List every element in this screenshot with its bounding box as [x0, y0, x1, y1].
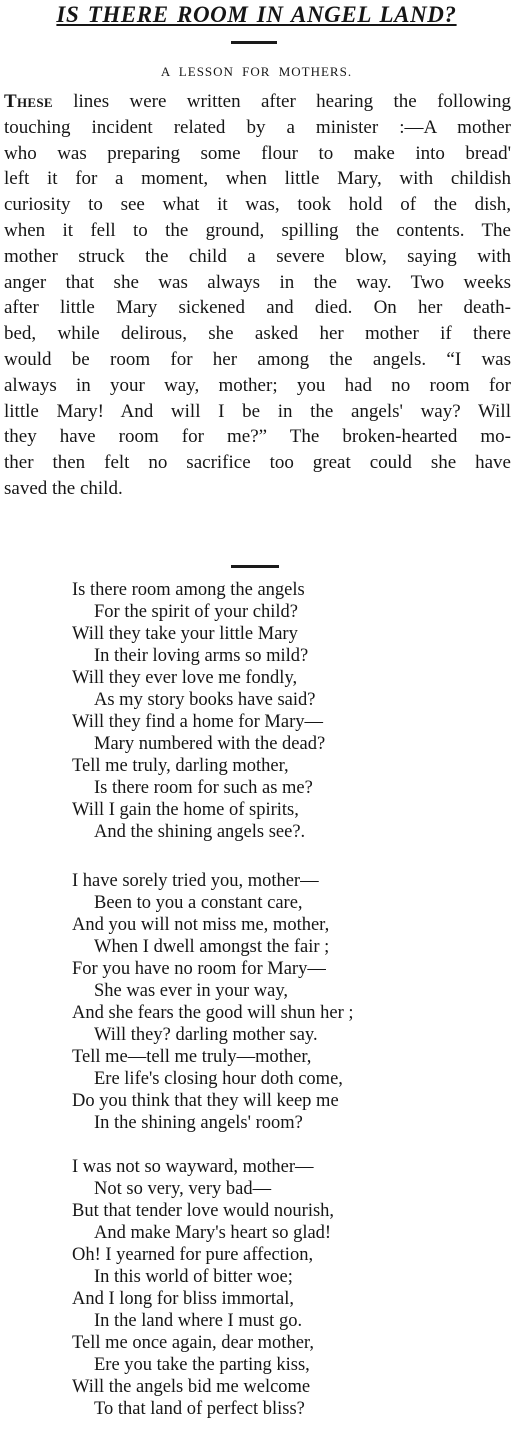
- verse-line: As my story books have said?: [94, 690, 316, 710]
- intro-paragraph: [4, 89, 511, 502]
- verse-line: And make Mary's heart so glad!: [94, 1223, 332, 1243]
- verse-line: I was not so wayward, mother—: [72, 1157, 314, 1177]
- verse-line: In this world of bitter woe;: [94, 1267, 293, 1287]
- verse-line: Not so very, very bad—: [94, 1179, 272, 1199]
- intro-line: who was preparing some flour to make into bread': [4, 142, 511, 164]
- intro-line: after little Mary sickened and died. On her death-: [4, 297, 511, 319]
- verse-line: And you will not miss me, mother,: [72, 915, 330, 935]
- intro-line: always in your way, mother; you had no room for: [4, 374, 511, 396]
- title-rule: [231, 41, 277, 44]
- intro-line: saved the child.: [4, 477, 123, 499]
- verse-line: Will I gain the home of spirits,: [72, 800, 299, 820]
- verse-line: I have sorely tried you, mother—: [72, 871, 319, 891]
- intro-line: they have room for me?” The broken-hearted mo-: [4, 426, 511, 448]
- intro-line: bed, while delirous, she asked her mother if there: [4, 323, 511, 345]
- verse-line: For you have no room for Mary—: [72, 959, 326, 979]
- intro-line: little Mary! And will I be in the angels' way? Will: [4, 400, 511, 422]
- intro-line: mother struck the child a severe blow, saying with: [4, 245, 511, 267]
- verse-line: Will the angels bid me welcome: [72, 1377, 311, 1397]
- verse-line: Ere you take the parting kiss,: [94, 1355, 310, 1375]
- verse-line: Tell me truly, darling mother,: [72, 756, 289, 776]
- verse-line: To that land of perfect bliss?: [94, 1399, 305, 1419]
- verse-line: And the shining angels see?.: [94, 822, 306, 842]
- verse-line: In the shining angels' room?: [94, 1113, 303, 1133]
- verse-line: Is there room for such as me?: [94, 778, 313, 798]
- verse-line: Ere life's closing hour doth come,: [94, 1069, 343, 1089]
- verse-line: And she fears the good will shun her ;: [72, 1003, 354, 1023]
- poem-stanza-2: [0, 870, 513, 1134]
- poem-stanza-3: [0, 1156, 513, 1420]
- verse-line: When I dwell amongst the fair ;: [94, 937, 330, 957]
- verse-line: Will they find a home for Mary—: [72, 712, 323, 732]
- intro-line: when it fell to the ground, spilling the contents. The: [4, 219, 511, 241]
- section-rule: [231, 565, 279, 568]
- verse-line: And I long for bliss immortal,: [72, 1289, 294, 1309]
- intro-line: ther then felt no sacrifice too great could she have: [4, 452, 511, 474]
- verse-line: But that tender love would nourish,: [72, 1201, 335, 1221]
- article-title: IS THERE ROOM IN ANGEL LAND?: [56, 2, 457, 27]
- article-subtitle: A LESSON FOR MOTHERS.: [160, 64, 353, 79]
- intro-line: left it for a moment, when little Mary, with childish: [4, 168, 511, 190]
- intro-line: These lines were written after hearing the following: [4, 91, 511, 112]
- verse-line: Will they? darling mother say.: [94, 1025, 318, 1045]
- verse-line: Do you think that they will keep me: [72, 1091, 339, 1111]
- verse-line: Is there room among the angels: [72, 580, 305, 600]
- intro-line: would be room for her among the angels. “I was: [4, 348, 511, 370]
- verse-line: Been to you a constant care,: [94, 893, 303, 913]
- verse-line: Tell me—tell me truly—mother,: [72, 1047, 312, 1067]
- intro-line: touching incident related by a minister :—A mother: [4, 116, 511, 138]
- verse-line: She was ever in your way,: [94, 981, 289, 1001]
- poem-stanza-1: [0, 579, 513, 843]
- verse-line: Mary numbered with the dead?: [94, 734, 326, 754]
- verse-line: Tell me once again, dear mother,: [72, 1333, 314, 1353]
- intro-lead-word: These: [4, 91, 53, 112]
- verse-line: For the spirit of your child?: [94, 602, 298, 622]
- verse-line: Oh! I yearned for pure affection,: [72, 1245, 314, 1265]
- verse-line: Will they take your little Mary: [72, 624, 298, 644]
- intro-line: anger that she was always in the way. Two weeks: [4, 271, 511, 293]
- verse-line: In the land where I must go.: [94, 1311, 303, 1331]
- intro-line: curiosity to see what it was, took hold of the dish,: [4, 194, 511, 216]
- verse-line: Will they ever love me fondly,: [72, 668, 298, 688]
- verse-line: In their loving arms so mild?: [94, 646, 309, 666]
